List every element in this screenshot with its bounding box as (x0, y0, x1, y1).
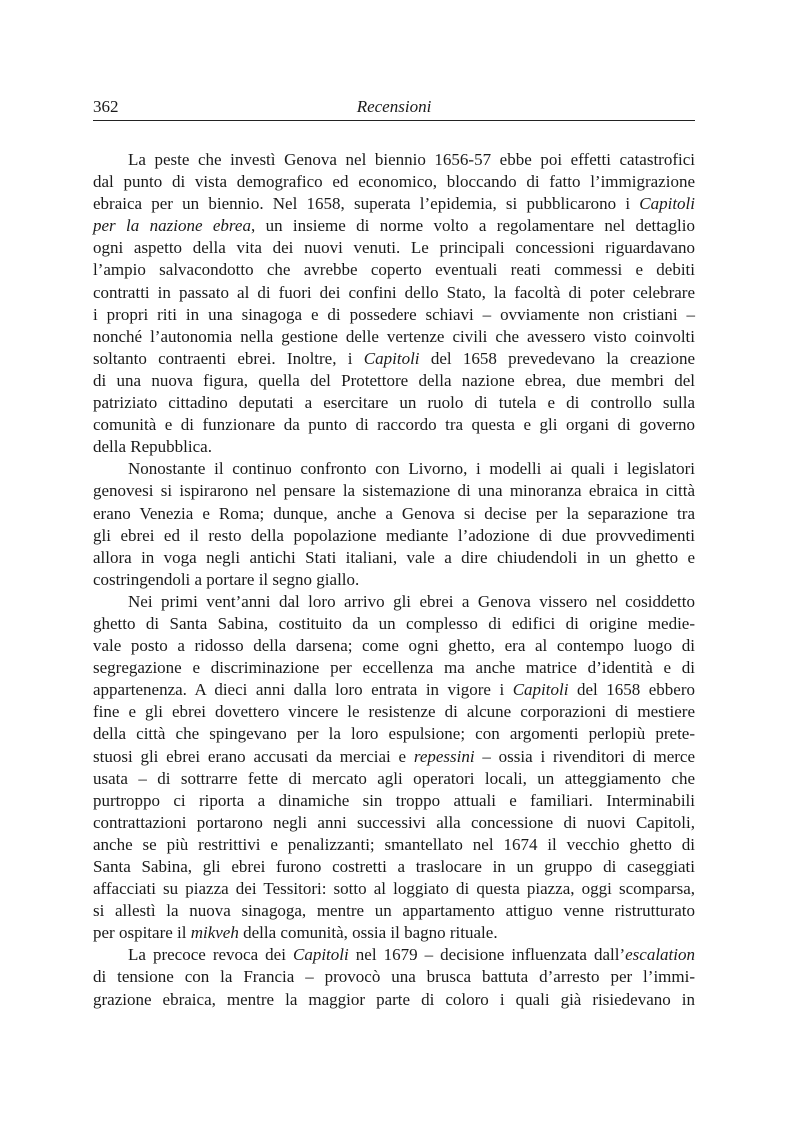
text-line (93, 701, 695, 723)
text-line (93, 657, 695, 679)
italic-text: Capitoli (512, 680, 569, 700)
text-line (93, 922, 695, 944)
text-segment: appartenenza. A dieci anni dalla loro entrata in vigore i (93, 680, 513, 700)
text-segment: l’ampio salvacondotto che avrebbe coperto eventuali reati commessi e debiti (93, 260, 695, 280)
text-segment: costringendoli a portare il segno giallo. (93, 569, 360, 589)
text-line (93, 304, 695, 326)
text-line (93, 149, 695, 171)
text-segment: della città che spingevano per la loro espulsione; con argomenti perlopiù prete- (93, 724, 695, 744)
text-segment: stuosi gli ebrei erano accusati da merciai e (93, 746, 414, 766)
italic-text: Capitoli (293, 945, 349, 965)
text-segment: La precoce revoca dei (128, 945, 293, 965)
text-line (93, 989, 695, 1011)
text-segment: anche se più restrittivi e penalizzanti; smantellato nel 1674 il vecchio ghetto di (93, 834, 695, 854)
text-line (93, 326, 695, 348)
text-segment: erano Venezia e Roma; dunque, anche a Genova si decise per la separazione tra (93, 503, 695, 523)
text-line (93, 790, 695, 812)
text-line (93, 856, 695, 878)
text-segment: grazione ebraica, mentre la maggior parte di coloro i quali già risiedevano in (93, 989, 695, 1009)
text-line (93, 834, 695, 856)
text-segment: Nonostante il continuo confronto con Livorno, i modelli ai quali i legislatori (128, 459, 695, 479)
text-segment: soltanto contraenti ebrei. Inoltre, i (93, 348, 364, 368)
text-line (93, 547, 695, 569)
text-segment: contratti in passato al di fuori dei confini dello Stato, la facoltà di poter celebrare (93, 282, 695, 302)
text-line (93, 746, 695, 768)
text-line (93, 768, 695, 790)
text-line (93, 503, 695, 525)
italic-text: repessini (413, 746, 475, 766)
text-line (93, 458, 695, 480)
text-segment: nonché l’autonomia nella gestione delle vertenze civili che avessero visto coinvolti (93, 326, 695, 346)
text-line (93, 966, 695, 988)
italic-text: Capitoli (363, 348, 420, 368)
text-line (93, 525, 695, 547)
text-segment: affacciati su piazza dei Tessitori: sotto al loggiato di questa piazza, oggi scomparsa, (93, 879, 695, 899)
text-segment: del 1658 prevedevano la creazione (419, 348, 695, 368)
text-segment: comunità e di funzionare da punto di raccordo tra questa e gli organi di governo (93, 415, 695, 435)
text-line (93, 944, 695, 966)
text-line (93, 812, 695, 834)
text-line (93, 480, 695, 502)
text-segment: del 1658 ebbero (568, 680, 695, 700)
text-line (93, 723, 695, 745)
text-line (93, 414, 695, 436)
text-segment: genovesi si ispirarono nel pensare la sistemazione di una minoranza ebraica in città (93, 481, 695, 501)
text-segment: segregazione e discriminazione per eccellenza ma anche matrice d’identità e di (93, 658, 695, 678)
text-line (93, 591, 695, 613)
text-segment: contrattazioni portarono negli anni successivi alla concessione di nuovi Capitoli, (93, 812, 695, 832)
text-line (93, 878, 695, 900)
text-line (93, 237, 695, 259)
text-line (93, 569, 695, 591)
text-line (93, 171, 695, 193)
text-segment: ghetto di Santa Sabina, costituito da un complesso di edifici di origine medie- (93, 613, 695, 633)
text-segment: vale posto a ridosso della darsena; come ogni ghetto, era al contempo luogo di (93, 636, 695, 656)
text-segment: della Repubblica. (93, 437, 212, 457)
text-line (93, 193, 695, 215)
text-segment: allora in voga negli antichi Stati italiani, vale a dire chiudendoli in un ghetto e (93, 547, 695, 567)
text-segment: si allestì la nuova sinagoga, mentre un appartamento attiguo venne ristrutturato (93, 901, 695, 921)
text-segment: ogni aspetto della vita dei nuovi venuti. Le principali concessioni riguardavano (93, 238, 695, 258)
text-line (93, 282, 695, 304)
text-line (93, 900, 695, 922)
text-segment: patriziato cittadino deputati a esercitare un ruolo di tutela e di controllo sulla (93, 393, 695, 413)
text-segment: La peste che investì Genova nel biennio 1656-57 ebbe poi effetti catastrofici (128, 150, 695, 169)
italic-text: per la nazione ebrea (93, 216, 251, 236)
text-segment: dal punto di vista demografico ed economico, bloccando di fatto l’immigrazione (93, 172, 695, 192)
text-segment: della comunità, ossia il bagno rituale. (238, 923, 498, 943)
text-segment: ebraica per un biennio. Nel 1658, superata l’epidemia, si pubblicarono i (93, 194, 640, 214)
text-line (93, 215, 695, 237)
italic-text: escalation (625, 945, 695, 965)
page-number: 362 (93, 97, 119, 116)
text-segment: Santa Sabina, gli ebrei furono costretti a traslocare in un gruppo di caseggiati (93, 857, 695, 876)
text-segment: nel 1679 – decisione influenzata dall’ (348, 945, 626, 965)
text-segment: di una nuova figura, quella del Protettore della nazione ebrea, due membri del (93, 370, 695, 390)
italic-text: Capitoli (639, 194, 695, 214)
text-segment: fine e gli ebrei dovettero vincere le resistenze di alcune corporazioni di mestiere (93, 702, 695, 722)
body-text (93, 149, 695, 1011)
text-segment: – ossia i rivenditori di merce (474, 746, 695, 766)
text-line (93, 436, 695, 458)
text-line (93, 392, 695, 414)
running-title: Recensioni (356, 97, 432, 116)
page-header (93, 96, 695, 121)
text-segment: gli ebrei ed il resto della popolazione mediante l’adozione di due provvedimenti (93, 525, 695, 545)
text-line (93, 679, 695, 701)
text-segment: i propri riti in una sinagoga e di possedere schiavi – ovviamente non cristiani – (93, 304, 695, 324)
text-segment: usata – di sottrarre fette di mercato agli operatori locali, un atteggiamento che (93, 768, 695, 788)
text-segment: purtroppo ci riporta a dinamiche sin troppo attuali e familiari. Interminabili (93, 790, 695, 810)
text-line (93, 613, 695, 635)
text-line (93, 635, 695, 657)
text-segment: di tensione con la Francia – provocò una brusca battuta d’arresto per l’immi- (93, 967, 695, 987)
text-segment: per ospitare il (93, 923, 191, 943)
text-line (93, 259, 695, 281)
text-line (93, 348, 695, 370)
text-line (93, 370, 695, 392)
text-segment: , un insieme di norme volto a regolamentare nel dettaglio (250, 216, 695, 236)
text-segment: Nei primi vent’anni dal loro arrivo gli ebrei a Genova vissero nel cosiddetto (128, 591, 695, 611)
italic-text: mikveh (190, 923, 239, 943)
